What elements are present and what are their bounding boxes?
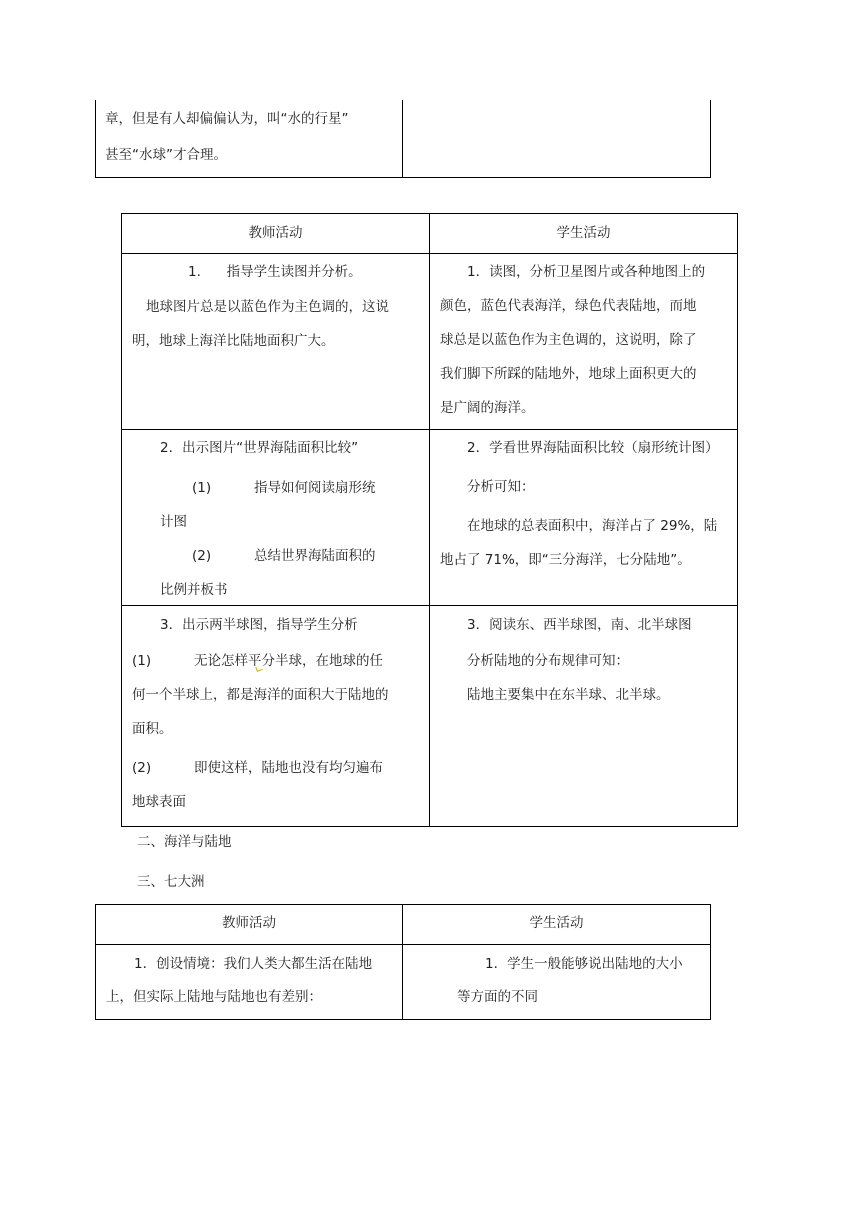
table1-r3-teacher-line-6: 地球表面 <box>132 794 186 810</box>
activity-table-2 <box>95 904 711 1020</box>
table1-r1-teacher-line-2: 地球图片总是以蓝色作为主色调的，这说 <box>146 299 389 315</box>
table1-r2-teacher-line-5: 比例并板书 <box>160 582 228 598</box>
table1-header-teacher: 教师活动 <box>248 225 303 241</box>
ink-mark <box>255 665 262 672</box>
table1-r3-student-line-2: 分析陆地的分布规律可知： <box>467 653 629 669</box>
table1-r1-student-line-3: 球总是以蓝色作为主色调的，这说明，除了 <box>440 332 697 348</box>
table1-r1-teacher-line-1: 1. 指导学生读图并分析。 <box>188 264 362 280</box>
table1-header-row <box>122 214 738 254</box>
table1-r3-student-line-3: 陆地主要集中在东半球、北半球。 <box>467 687 670 703</box>
table2-header-row <box>96 905 711 945</box>
table2-row-1 <box>96 945 711 1020</box>
table1-r1-student-line-4: 我们脚下所踩的陆地外，地球上面积更大的 <box>440 366 697 382</box>
table1-r2-student-line-4: 地占了 71%，即“三分海洋，七分陆地”。 <box>440 552 691 568</box>
table1-row-1 <box>122 254 738 430</box>
table1-r1-student-line-2: 颜色，蓝色代表海洋，绿色代表陆地，而地 <box>440 298 697 314</box>
table1-header-student: 学生活动 <box>556 225 611 241</box>
section-heading-2: 二、海洋与陆地 <box>137 834 232 850</box>
continuation-text-line-2: 甚至“水球”才合理。 <box>105 147 227 163</box>
table2-r1-student-line-2: 等方面的不同 <box>457 989 538 1005</box>
table1-r1-student-line-5: 是广阔的海洋。 <box>440 400 535 416</box>
table1-r3-teacher-line-1: 3．出示两半球图，指导学生分析 <box>160 617 358 633</box>
table1-row-2 <box>122 430 738 606</box>
table1-row-3 <box>122 606 738 827</box>
table1-r2-teacher-line-4: (2) 总结世界海陆面积的 <box>192 548 376 564</box>
table2-r1-teacher-line-1: 1．创设情境：我们人类大都生活在陆地 <box>134 956 373 972</box>
table2-header-teacher: 教师活动 <box>222 915 276 931</box>
table2-header-student: 学生活动 <box>529 915 584 931</box>
table1-r3-teacher-line-2: (1) 无论怎样平分半球，在地球的任 <box>132 653 384 669</box>
table1-r2-student-line-2: 分析可知： <box>467 479 535 495</box>
activity-table-1 <box>121 213 738 827</box>
table1-r1-student-line-1: 1．读图，分析卫星图片或各种地图上的 <box>467 264 706 280</box>
table1-r2-teacher-line-3: 计图 <box>160 514 187 530</box>
table1-r2-teacher-line-1: 2．出示图片“世界海陆面积比较” <box>160 440 359 456</box>
table2-r1-teacher-line-2: 上，但实际上陆地与陆地也有差别： <box>106 989 322 1005</box>
table1-r1-teacher-line-3: 明，地球上海洋比陆地面积广大。 <box>132 333 335 349</box>
section-heading-3: 三、七大洲 <box>137 874 205 890</box>
table1-r2-teacher-line-2: (1) 指导如何阅读扇形统 <box>192 480 376 496</box>
table1-r3-teacher-line-3: 何一个半球上，都是海洋的面积大于陆地的 <box>132 687 389 703</box>
table1-r3-teacher-line-4: 面积。 <box>132 721 173 737</box>
table1-r3-student-line-1: 3．阅读东、西半球图，南、北半球图 <box>467 617 692 633</box>
table1-r3-teacher-line-5: (2) 即使这样，陆地也没有均匀遍布 <box>132 760 384 776</box>
table1-r2-student-line-1: 2．学看世界海陆面积比较（扇形统计图） <box>467 440 719 456</box>
table2-r1-student-line-1: 1．学生一般能够说出陆地的大小 <box>485 956 683 972</box>
continuation-table-divider <box>402 100 403 177</box>
table1-r2-student-line-3: 在地球的总表面积中，海洋占了 29%，陆 <box>467 518 718 534</box>
continuation-text-line-1: 章，但是有人却偏偏认为，叫“水的行星” <box>105 111 349 127</box>
